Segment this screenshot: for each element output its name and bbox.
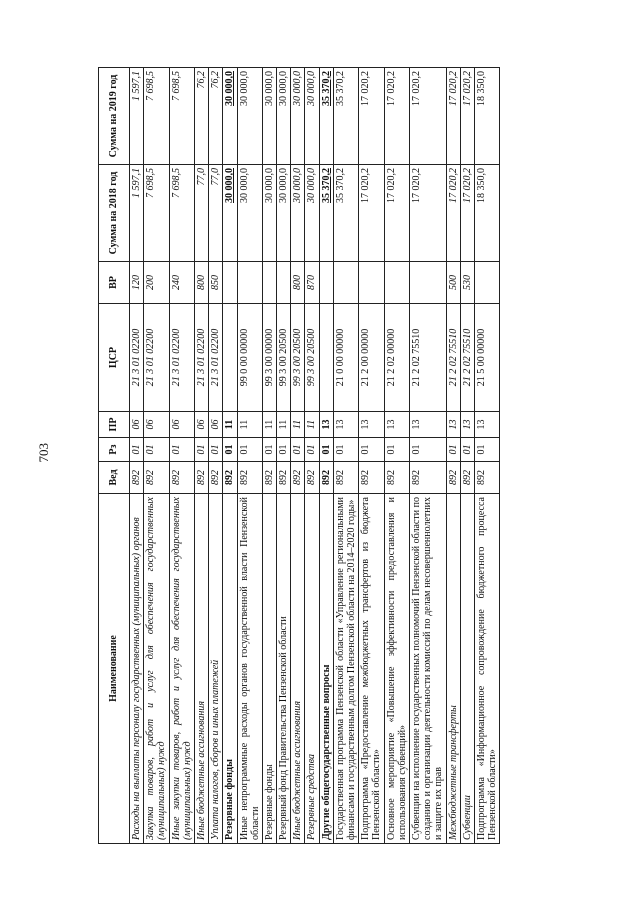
vr-cell [384, 262, 409, 304]
table-row [209, 68, 223, 844]
row-name-cell: Уплата налогов, сборов и иных платежей [209, 494, 223, 844]
pr-cell: 06 [209, 412, 223, 438]
csr-cell: 21 2 02 75510 [409, 304, 446, 412]
csr-cell: 21 2 02 75510 [446, 304, 460, 412]
rz-cell: 01 [277, 438, 291, 462]
sum-2018-cell: 17 020,2 [446, 165, 460, 262]
column-header: Сумма на 2018 год [99, 165, 130, 262]
sum-2019-cell: 30 000,0 [237, 68, 262, 165]
sum-2018-cell: 30 000,0 [262, 165, 276, 262]
csr-cell: 21 2 02 00000 [384, 304, 409, 412]
ved-cell: 892 [333, 462, 358, 494]
sum-2019-cell: 76,2 [209, 68, 223, 165]
rz-cell: 01 [209, 438, 223, 462]
table-row [446, 68, 460, 844]
row-name-cell: Подпрограмма «Предоставление межбюджетных трансфертов из бюджета Пензенской области» [359, 494, 384, 844]
rz-cell: 01 [460, 438, 474, 462]
table-row [262, 68, 276, 844]
vr-cell [409, 262, 446, 304]
rz-cell: 01 [262, 438, 276, 462]
sum-2019-cell: 30 000,0 [305, 68, 319, 165]
table-row [277, 68, 291, 844]
csr-cell [223, 304, 237, 412]
csr-cell: 21 2 02 75510 [460, 304, 474, 412]
vr-cell [262, 262, 276, 304]
table-row [237, 68, 262, 844]
sum-2019-cell: 1 597,1 [130, 68, 144, 165]
ved-cell: 892 [305, 462, 319, 494]
rz-cell: 01 [359, 438, 384, 462]
row-name-cell: Резервный фонд Правительства Пензенской области [277, 494, 291, 844]
rz-cell: 01 [384, 438, 409, 462]
row-name-cell: Расходы на выплаты персоналу государственных (муниципальных) органов [130, 494, 144, 844]
pr-cell: 13 [384, 412, 409, 438]
column-header: ПР [99, 412, 130, 438]
table-body [130, 68, 500, 844]
vr-cell: 500 [446, 262, 460, 304]
rotated-page [98, 68, 538, 844]
sum-2018-cell: 17 020,2 [409, 165, 446, 262]
row-name-cell: Резервные фонды [262, 494, 276, 844]
csr-cell: 21 3 01 02200 [209, 304, 223, 412]
sum-2018-cell: 77,0 [194, 165, 208, 262]
vr-cell [319, 262, 333, 304]
sum-2018-cell: 7 698,5 [169, 165, 194, 262]
rz-cell: 01 [333, 438, 358, 462]
sum-2018-cell: 77,0 [209, 165, 223, 262]
rz-cell: 01 [319, 438, 333, 462]
pr-cell: 06 [169, 412, 194, 438]
vr-cell [359, 262, 384, 304]
sum-2018-cell: 7 698,5 [144, 165, 169, 262]
sum-2019-cell: 17 020,2 [359, 68, 384, 165]
pr-cell: 11 [291, 412, 305, 438]
ved-cell: 892 [384, 462, 409, 494]
row-name-cell: Иные бюджетные ассигнования [291, 494, 305, 844]
sum-2018-cell: 30 000,0 [223, 165, 237, 262]
column-header: Рз [99, 438, 130, 462]
row-name-cell: Иные непрограммные расходы органов государственной власти Пензенской области [237, 494, 262, 844]
pr-cell: 13 [333, 412, 358, 438]
csr-cell: 21 3 01 02200 [144, 304, 169, 412]
ved-cell: 892 [409, 462, 446, 494]
rz-cell: 01 [474, 438, 499, 462]
csr-cell: 99 3 00 00000 [262, 304, 276, 412]
sum-2018-cell: 30 000,0 [291, 165, 305, 262]
row-name-cell: Субвенции [460, 494, 474, 844]
pr-cell: 13 [319, 412, 333, 438]
vr-cell: 800 [194, 262, 208, 304]
rz-cell: 01 [291, 438, 305, 462]
table-row [144, 68, 169, 844]
sum-2018-cell: 1 597,1 [130, 165, 144, 262]
sum-2018-cell: 30 000,0 [277, 165, 291, 262]
ved-cell: 892 [446, 462, 460, 494]
ved-cell: 892 [194, 462, 208, 494]
ved-cell: 892 [130, 462, 144, 494]
sum-2019-cell: 7 698,5 [169, 68, 194, 165]
column-header: ВР [99, 262, 130, 304]
ved-cell: 892 [359, 462, 384, 494]
ved-cell: 892 [144, 462, 169, 494]
csr-cell: 99 3 00 20500 [277, 304, 291, 412]
rz-cell: 01 [223, 438, 237, 462]
pr-cell: 13 [446, 412, 460, 438]
sum-2019-cell: 35 370,2 [319, 68, 333, 165]
rz-cell: 01 [144, 438, 169, 462]
column-header: Наименование [99, 494, 130, 844]
pr-cell: 11 [223, 412, 237, 438]
sum-2018-cell: 35 370,2 [319, 165, 333, 262]
csr-cell: 21 3 01 02200 [130, 304, 144, 412]
sum-2018-cell: 18 350,0 [474, 165, 499, 262]
ved-cell: 892 [262, 462, 276, 494]
row-name-cell: Резервные фонды [223, 494, 237, 844]
rz-cell: 01 [169, 438, 194, 462]
csr-cell [319, 304, 333, 412]
ved-cell: 892 [277, 462, 291, 494]
csr-cell: 21 0 00 00000 [333, 304, 358, 412]
pr-cell: 11 [305, 412, 319, 438]
sum-2019-cell: 30 000,0 [223, 68, 237, 165]
vr-cell: 530 [460, 262, 474, 304]
table-row [305, 68, 319, 844]
pr-cell: 13 [460, 412, 474, 438]
csr-cell: 21 3 01 02200 [194, 304, 208, 412]
ved-cell: 892 [319, 462, 333, 494]
pr-cell: 11 [237, 412, 262, 438]
pr-cell: 06 [130, 412, 144, 438]
vr-cell [277, 262, 291, 304]
table-row [291, 68, 305, 844]
row-name-cell: Подпрограмма «Информационное сопровождение бюджетного процесса Пензенской области» [474, 494, 499, 844]
pr-cell: 13 [409, 412, 446, 438]
table-row [194, 68, 208, 844]
table-row [384, 68, 409, 844]
table-row [474, 68, 499, 844]
vr-cell: 870 [305, 262, 319, 304]
sum-2019-cell: 35 370,2 [333, 68, 358, 165]
rz-cell: 01 [409, 438, 446, 462]
table-row [319, 68, 333, 844]
sum-2019-cell: 18 350,0 [474, 68, 499, 165]
ved-cell: 892 [474, 462, 499, 494]
pr-cell: 06 [194, 412, 208, 438]
sum-2019-cell: 30 000,0 [262, 68, 276, 165]
csr-cell: 99 0 00 00000 [237, 304, 262, 412]
table-row [169, 68, 194, 844]
csr-cell: 21 2 00 00000 [359, 304, 384, 412]
sum-2019-cell: 17 020,2 [384, 68, 409, 165]
sum-2019-cell: 76,2 [194, 68, 208, 165]
sum-2019-cell: 17 020,2 [460, 68, 474, 165]
ved-cell: 892 [209, 462, 223, 494]
pr-cell: 06 [144, 412, 169, 438]
csr-cell: 99 3 00 20500 [305, 304, 319, 412]
vr-cell [474, 262, 499, 304]
row-name-cell: Иные бюджетные ассигнования [194, 494, 208, 844]
row-name-cell: Иные закупки товаров, работ и услуг для обеспечения государственных (муниципальных) нужд [169, 494, 194, 844]
vr-cell: 200 [144, 262, 169, 304]
rz-cell: 01 [446, 438, 460, 462]
sum-2019-cell: 30 000,0 [277, 68, 291, 165]
sum-2019-cell: 17 020,2 [409, 68, 446, 165]
row-name-cell: Государственная программа Пензенской области «Управление региональными финансами и государственным долгом Пензенской области на 2014–2020 годы» [333, 494, 358, 844]
csr-cell: 21 5 00 00000 [474, 304, 499, 412]
row-name-cell: Закупка товаров, работ и услуг для обеспечения государственных (муниципальных) нужд [144, 494, 169, 844]
vr-cell: 850 [209, 262, 223, 304]
ved-cell: 892 [223, 462, 237, 494]
column-header: Сумма на 2019 год [99, 68, 130, 165]
budget-table [98, 67, 500, 844]
csr-cell: 21 3 01 02200 [169, 304, 194, 412]
pr-cell: 13 [474, 412, 499, 438]
sum-2019-cell: 7 698,5 [144, 68, 169, 165]
sum-2018-cell: 30 000,0 [305, 165, 319, 262]
page-number: 703 [36, 443, 51, 463]
row-name-cell: Основное мероприятие «Повышение эффективности предоставления и использования субвенций» [384, 494, 409, 844]
rz-cell: 01 [194, 438, 208, 462]
table-row [223, 68, 237, 844]
row-name-cell: Другие общегосударственные вопросы [319, 494, 333, 844]
rz-cell: 01 [130, 438, 144, 462]
column-header: Вед [99, 462, 130, 494]
vr-cell: 120 [130, 262, 144, 304]
row-name-cell: Межбюджетные трансферты [446, 494, 460, 844]
vr-cell [223, 262, 237, 304]
vr-cell: 800 [291, 262, 305, 304]
table-row [333, 68, 358, 844]
table-row [130, 68, 144, 844]
sum-2018-cell: 30 000,0 [237, 165, 262, 262]
sum-2019-cell: 30 000,0 [291, 68, 305, 165]
pr-cell: 11 [262, 412, 276, 438]
ved-cell: 892 [237, 462, 262, 494]
row-name-cell: Резервные средства [305, 494, 319, 844]
row-name-cell: Субвенции на исполнение государственных полномочий Пензенской области по созданию и организации деятельности комиссий по делам несовершеннолетних и защите их прав [409, 494, 446, 844]
table-row [409, 68, 446, 844]
ved-cell: 892 [460, 462, 474, 494]
sum-2018-cell: 35 370,2 [333, 165, 358, 262]
rz-cell: 01 [305, 438, 319, 462]
column-header: ЦСР [99, 304, 130, 412]
rz-cell: 01 [237, 438, 262, 462]
table-header-row [99, 68, 130, 844]
csr-cell: 99 3 00 20500 [291, 304, 305, 412]
sum-2018-cell: 17 020,2 [359, 165, 384, 262]
pr-cell: 13 [359, 412, 384, 438]
sum-2018-cell: 17 020,2 [460, 165, 474, 262]
table-row [460, 68, 474, 844]
vr-cell [333, 262, 358, 304]
table-row [359, 68, 384, 844]
pr-cell: 11 [277, 412, 291, 438]
ved-cell: 892 [291, 462, 305, 494]
vr-cell: 240 [169, 262, 194, 304]
sum-2018-cell: 17 020,2 [384, 165, 409, 262]
ved-cell: 892 [169, 462, 194, 494]
sum-2019-cell: 17 020,2 [446, 68, 460, 165]
vr-cell [237, 262, 262, 304]
